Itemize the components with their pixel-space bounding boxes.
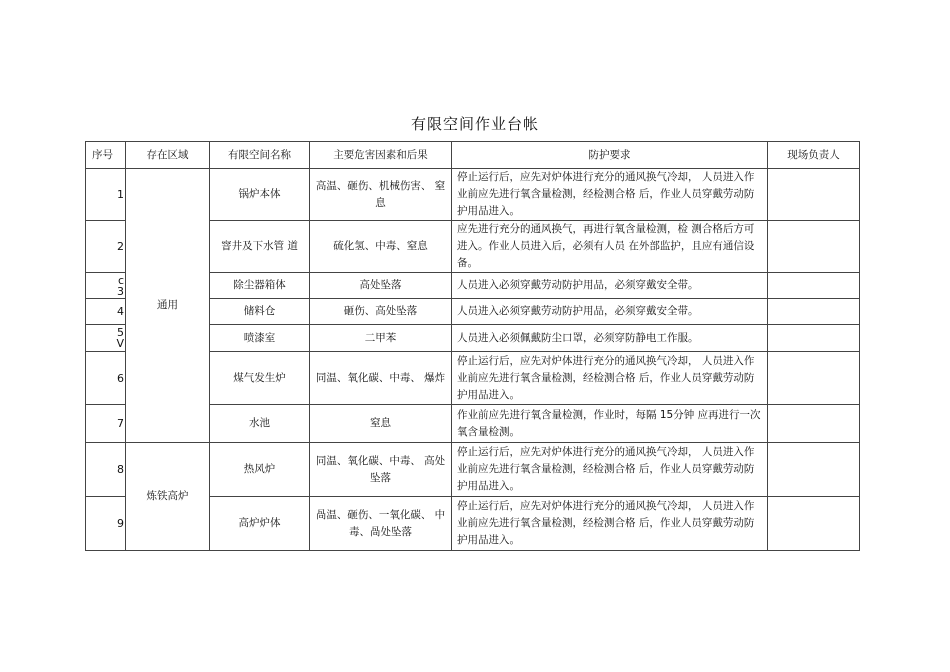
space-name: 高炉炉体 xyxy=(210,497,310,551)
space-name: 喷漆室 xyxy=(210,325,310,352)
owner-cell xyxy=(768,443,860,497)
hazard-cell: 同温、氧化碳、中毒、 爆炸 xyxy=(310,352,452,405)
row-seq-top: 5 xyxy=(117,326,124,339)
hazard-cell: 咼温、砸伤、一氧化碳、 中毒、咼处坠落 xyxy=(310,497,452,551)
space-name: 窨井及下水管 道 xyxy=(210,221,310,273)
protection-cell: 作业前应先进行氧含量检测，作业时，每隔 15分钟 应再进行一次氧含量检测。 xyxy=(452,405,768,443)
row-seq: 7 xyxy=(86,405,126,443)
protection-cell: 停止运行后，应先对炉体进行充分的通风换气冷却， 人员进入作业前应先进行氧含量检测，经检测合格 后，作业人员穿戴劳动防护用品进入。 xyxy=(452,497,768,551)
space-name: 储料仓 xyxy=(210,299,310,325)
hazard-cell: 二甲苯 xyxy=(310,325,452,352)
hazard-cell: 高温、砸伤、机械伤害、 窒息 xyxy=(310,169,452,221)
hazard-cell: 砸伤、高处坠落 xyxy=(310,299,452,325)
space-name: 煤气发生炉 xyxy=(210,352,310,405)
area-cell-ironmaking: 炼铁高炉 xyxy=(126,443,210,551)
row-seq-top: c xyxy=(117,273,124,287)
header-area: 存在区域 xyxy=(126,142,210,169)
hazard-cell: 高处坠落 xyxy=(310,273,452,299)
owner-cell xyxy=(768,169,860,221)
owner-cell xyxy=(768,299,860,325)
owner-cell xyxy=(768,405,860,443)
space-name: 水池 xyxy=(210,405,310,443)
header-seq: 序号 xyxy=(86,142,126,169)
hazard-cell: 窒息 xyxy=(310,405,452,443)
protection-cell: 人员进入必须佩戴防尘口罩，必须穿防静电工作服。 xyxy=(452,325,768,352)
row-seq xyxy=(86,325,126,352)
header-owner: 现场负责人 xyxy=(768,142,860,169)
protection-cell: 停止运行后，应先对炉体进行充分的通风换气冷却， 人员进入作业前应先进行氧含量检测，经检测合格 后，作业人员穿戴劳动防护用品进入。 xyxy=(452,169,768,221)
space-name: 锅炉本体 xyxy=(210,169,310,221)
row-seq: 6 xyxy=(86,352,126,405)
table-row xyxy=(86,169,860,221)
hazard-cell: 同温、氧化碳、中毒、 高处坠落 xyxy=(310,443,452,497)
owner-cell xyxy=(768,273,860,299)
row-seq-bottom: V xyxy=(116,337,124,350)
owner-cell xyxy=(768,325,860,352)
header-protect: 防护要求 xyxy=(452,142,768,169)
protection-cell: 停止运行后，应先对炉体进行充分的通风换气冷却， 人员进入作业前应先进行氧含量检测，经检测合格 后，作业人员穿戴劳动防护用品进入。 xyxy=(452,352,768,405)
row-seq-bottom: 3 xyxy=(117,284,124,298)
row-seq: 4 xyxy=(86,299,126,325)
owner-cell xyxy=(768,352,860,405)
header-hazard: 主要危害因素和后果 xyxy=(310,142,452,169)
confined-space-ledger-table xyxy=(85,141,860,551)
table-row xyxy=(86,443,860,497)
document-title: 有限空间作业台帐 xyxy=(410,115,539,133)
header-name: 有限空间名称 xyxy=(210,142,310,169)
area-cell-general: 通用 xyxy=(126,169,210,443)
space-name: 热风炉 xyxy=(210,443,310,497)
row-seq xyxy=(86,273,126,299)
header-row xyxy=(86,142,860,169)
owner-cell xyxy=(768,221,860,273)
protection-cell: 人员进入必须穿戴劳动防护用品，必须穿戴安全带。 xyxy=(452,273,768,299)
owner-cell xyxy=(768,497,860,551)
space-name: 除尘器箱体 xyxy=(210,273,310,299)
row-seq: 1 xyxy=(86,169,126,221)
protection-cell: 人员进入必须穿戴劳动防护用品，必须穿戴安全带。 xyxy=(452,299,768,325)
hazard-cell: 硫化氢、中毒、窒息 xyxy=(310,221,452,273)
row-seq: 8 xyxy=(86,443,126,497)
row-seq: 2 xyxy=(86,221,126,273)
protection-cell: 停止运行后，应先对炉体进行充分的通风换气冷却， 人员进入作业前应先进行氧含量检测，经检测合格 后，作业人员穿戴劳动防护用品进入。 xyxy=(452,443,768,497)
protection-cell: 应先进行充分的通风换气，再进行氧含量检测，检 测合格后方可进入。作业人员进入后，必须有人员 在外部监护，且应有通信设备。 xyxy=(452,221,768,273)
row-seq: 9 xyxy=(86,497,126,551)
